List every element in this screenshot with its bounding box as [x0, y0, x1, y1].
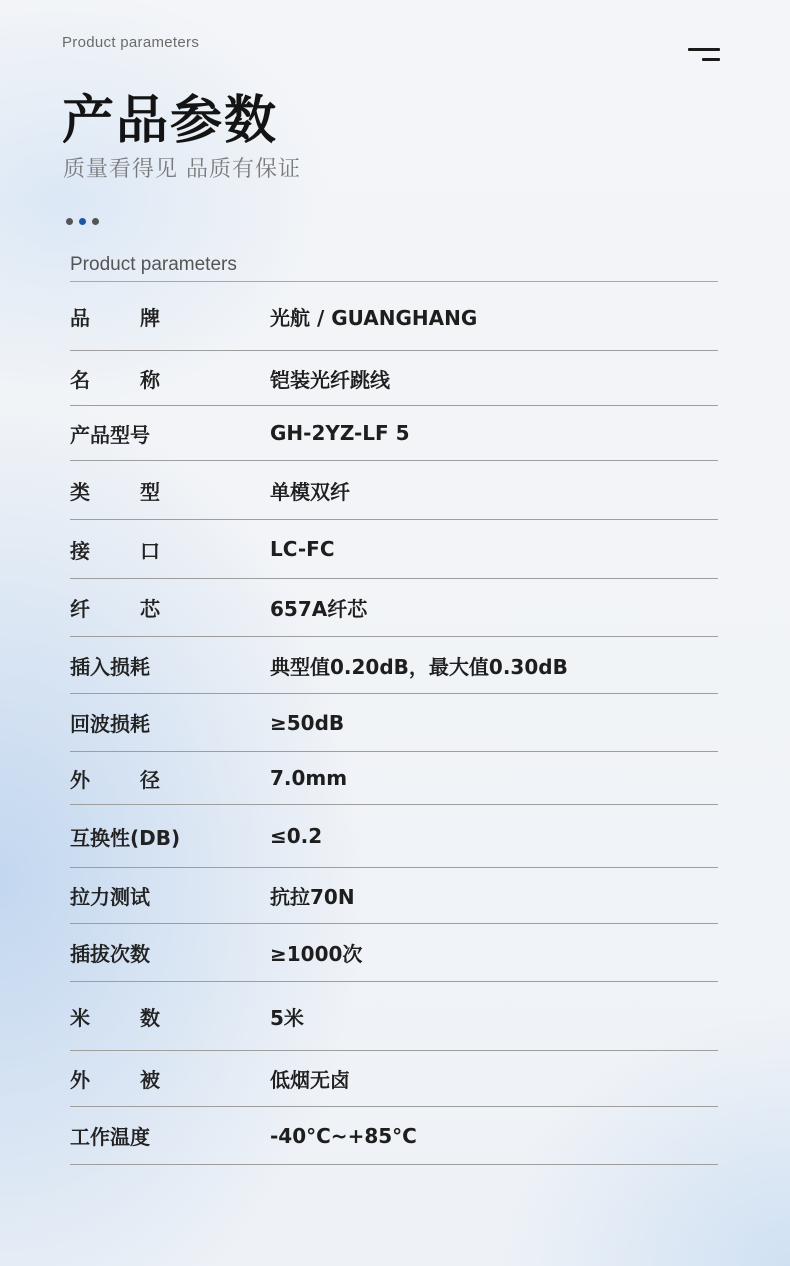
- pagination-dots: [66, 210, 105, 218]
- param-row: [70, 982, 718, 1051]
- param-key: 类型: [70, 479, 160, 504]
- menu-icon[interactable]: [688, 48, 720, 64]
- dot-1: [66, 218, 73, 225]
- params-table: [70, 282, 718, 1165]
- param-key: 回波损耗: [70, 712, 150, 736]
- param-value: -40°C~+85°C: [270, 1123, 417, 1148]
- param-row: [70, 637, 718, 694]
- param-key: 工作温度: [70, 1125, 150, 1149]
- dot-3: [92, 218, 99, 225]
- param-row: [70, 805, 718, 868]
- param-value: ≥1000次: [270, 942, 363, 966]
- param-row: [70, 282, 718, 351]
- page-title: 产品参数: [62, 91, 279, 151]
- param-row: [70, 520, 718, 579]
- param-value: 7.0mm: [270, 766, 348, 790]
- param-value: 抗拉70N: [270, 885, 355, 909]
- param-key: 米数: [70, 1005, 160, 1030]
- param-value: 5米: [270, 1005, 304, 1030]
- page-subtitle: 质量看得见 品质有保证: [63, 157, 301, 182]
- param-row: [70, 868, 718, 924]
- param-key: 纤芯: [70, 597, 160, 621]
- param-key: 外径: [70, 767, 160, 792]
- param-value: ≥50dB: [270, 710, 345, 735]
- param-key: 插拔次数: [70, 942, 150, 966]
- param-key: 名称: [70, 367, 160, 392]
- param-row: [70, 1051, 718, 1107]
- param-key: 外被: [70, 1068, 160, 1092]
- param-value: 铠装光纤跳线: [270, 367, 390, 392]
- param-value: GH-2YZ-LF 5: [270, 421, 410, 445]
- page-eyebrow: Product parameters: [62, 34, 200, 51]
- param-key: 互换性(DB): [70, 825, 181, 850]
- param-row: [70, 1107, 718, 1165]
- param-value: LC-FC: [270, 537, 335, 561]
- param-row: [70, 461, 718, 520]
- param-value: 单模双纤: [270, 479, 350, 504]
- param-value: 657A纤芯: [270, 597, 368, 621]
- section-label: Product parameters: [70, 254, 237, 275]
- param-key: 拉力测试: [70, 885, 150, 909]
- param-row: [70, 406, 718, 461]
- param-row: [70, 351, 718, 406]
- dot-2-active: [79, 218, 86, 225]
- param-row: [70, 694, 718, 752]
- param-value: 低烟无卤: [270, 1068, 350, 1092]
- param-key: 插入损耗: [70, 654, 150, 679]
- param-key: 产品型号: [70, 422, 150, 447]
- param-value: 光航 / GUANGHANG: [270, 305, 478, 330]
- param-key: 品牌: [70, 305, 160, 330]
- param-row: [70, 579, 718, 637]
- param-value: ≤0.2: [270, 824, 323, 848]
- param-row: [70, 924, 718, 982]
- param-key: 接口: [70, 538, 160, 563]
- param-row: [70, 752, 718, 805]
- param-value: 典型值0.20dB，最大值0.30dB: [270, 654, 568, 679]
